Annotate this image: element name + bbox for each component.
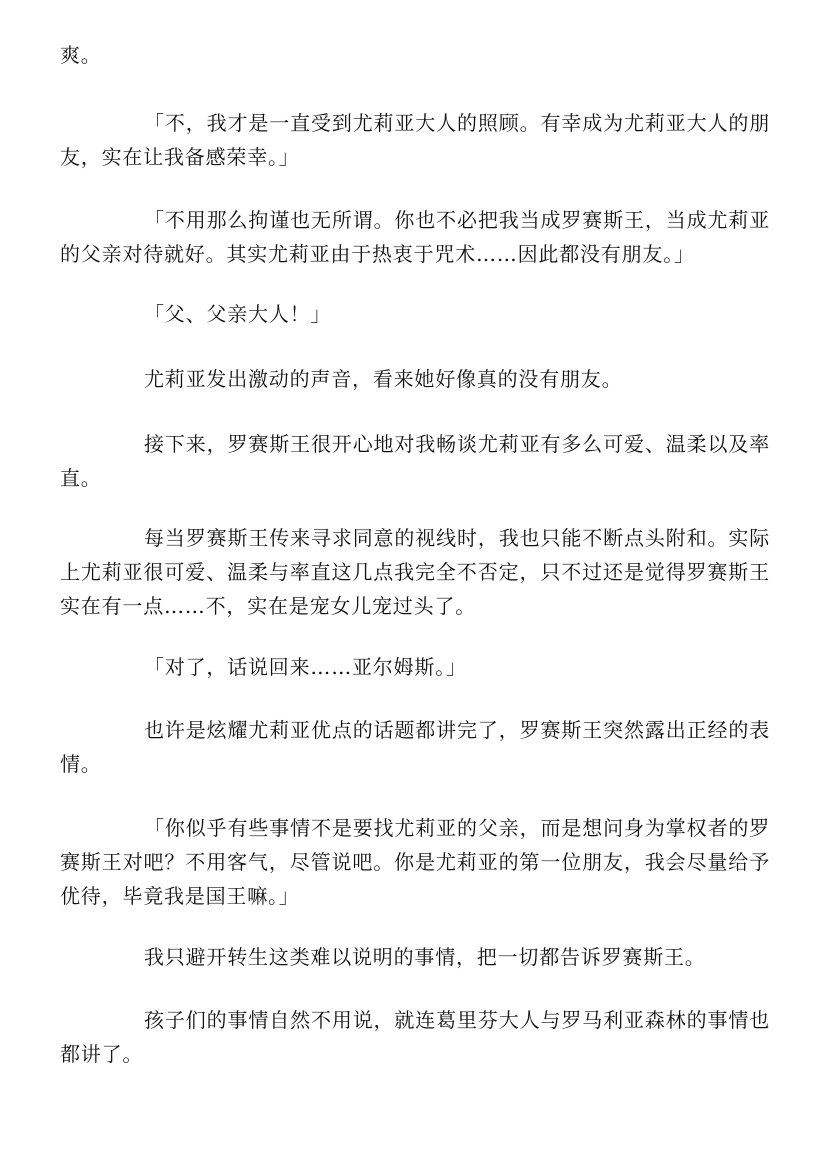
paragraph-dialogue: 「对了，话说回来……亚尔姆斯。」 <box>144 655 467 679</box>
paragraph-dialogue: 「父、父亲大人！」 <box>144 302 332 326</box>
paragraph-narration: 尤莉亚发出激动的声音，看来她好像真的没有朋友。 <box>144 367 623 391</box>
paragraph-continuation: 爽。 <box>60 43 102 67</box>
paragraph-dialogue: 「不，我才是一直受到尤莉亚大人的照顾。有幸成为尤莉亚大人的朋友，实在让我备感荣幸。」 <box>60 111 770 169</box>
paragraph-narration: 也许是炫耀尤莉亚优点的话题都讲完了，罗赛斯王突然露出正经的表情。 <box>60 718 770 776</box>
paragraph-dialogue: 「不用那么拘谨也无所谓。你也不必把我当成罗赛斯王，当成尤莉亚的父亲对待就好。其实尤莉亚由于热衷于咒术……因此都没有朋友。」 <box>60 208 770 266</box>
paragraph-narration: 孩子们的事情自然不用说，就连葛里芬大人与罗马利亚森林的事情也都讲了。 <box>60 1008 770 1066</box>
paragraph-narration: 我只避开转生这类难以说明的事情，把一切都告诉罗赛斯王。 <box>144 945 706 969</box>
paragraph-dialogue: 「你似乎有些事情不是要找尤莉亚的父亲，而是想问身为掌权者的罗赛斯王对吧？不用客气，尽管说吧。你是尤莉亚的第一位朋友，我会尽量给予优待，毕竟我是国王嘛。」 <box>60 816 770 908</box>
paragraph-narration: 接下来，罗赛斯王很开心地对我畅谈尤莉亚有多么可爱、温柔以及率直。 <box>60 432 770 490</box>
paragraph-narration: 每当罗赛斯王传来寻求同意的视线时，我也只能不断点头附和。实际上尤莉亚很可爱、温柔与率直这几点我完全不否定，只不过还是觉得罗赛斯王实在有一点……不，实在是宠女儿宠过头了。 <box>60 526 770 618</box>
